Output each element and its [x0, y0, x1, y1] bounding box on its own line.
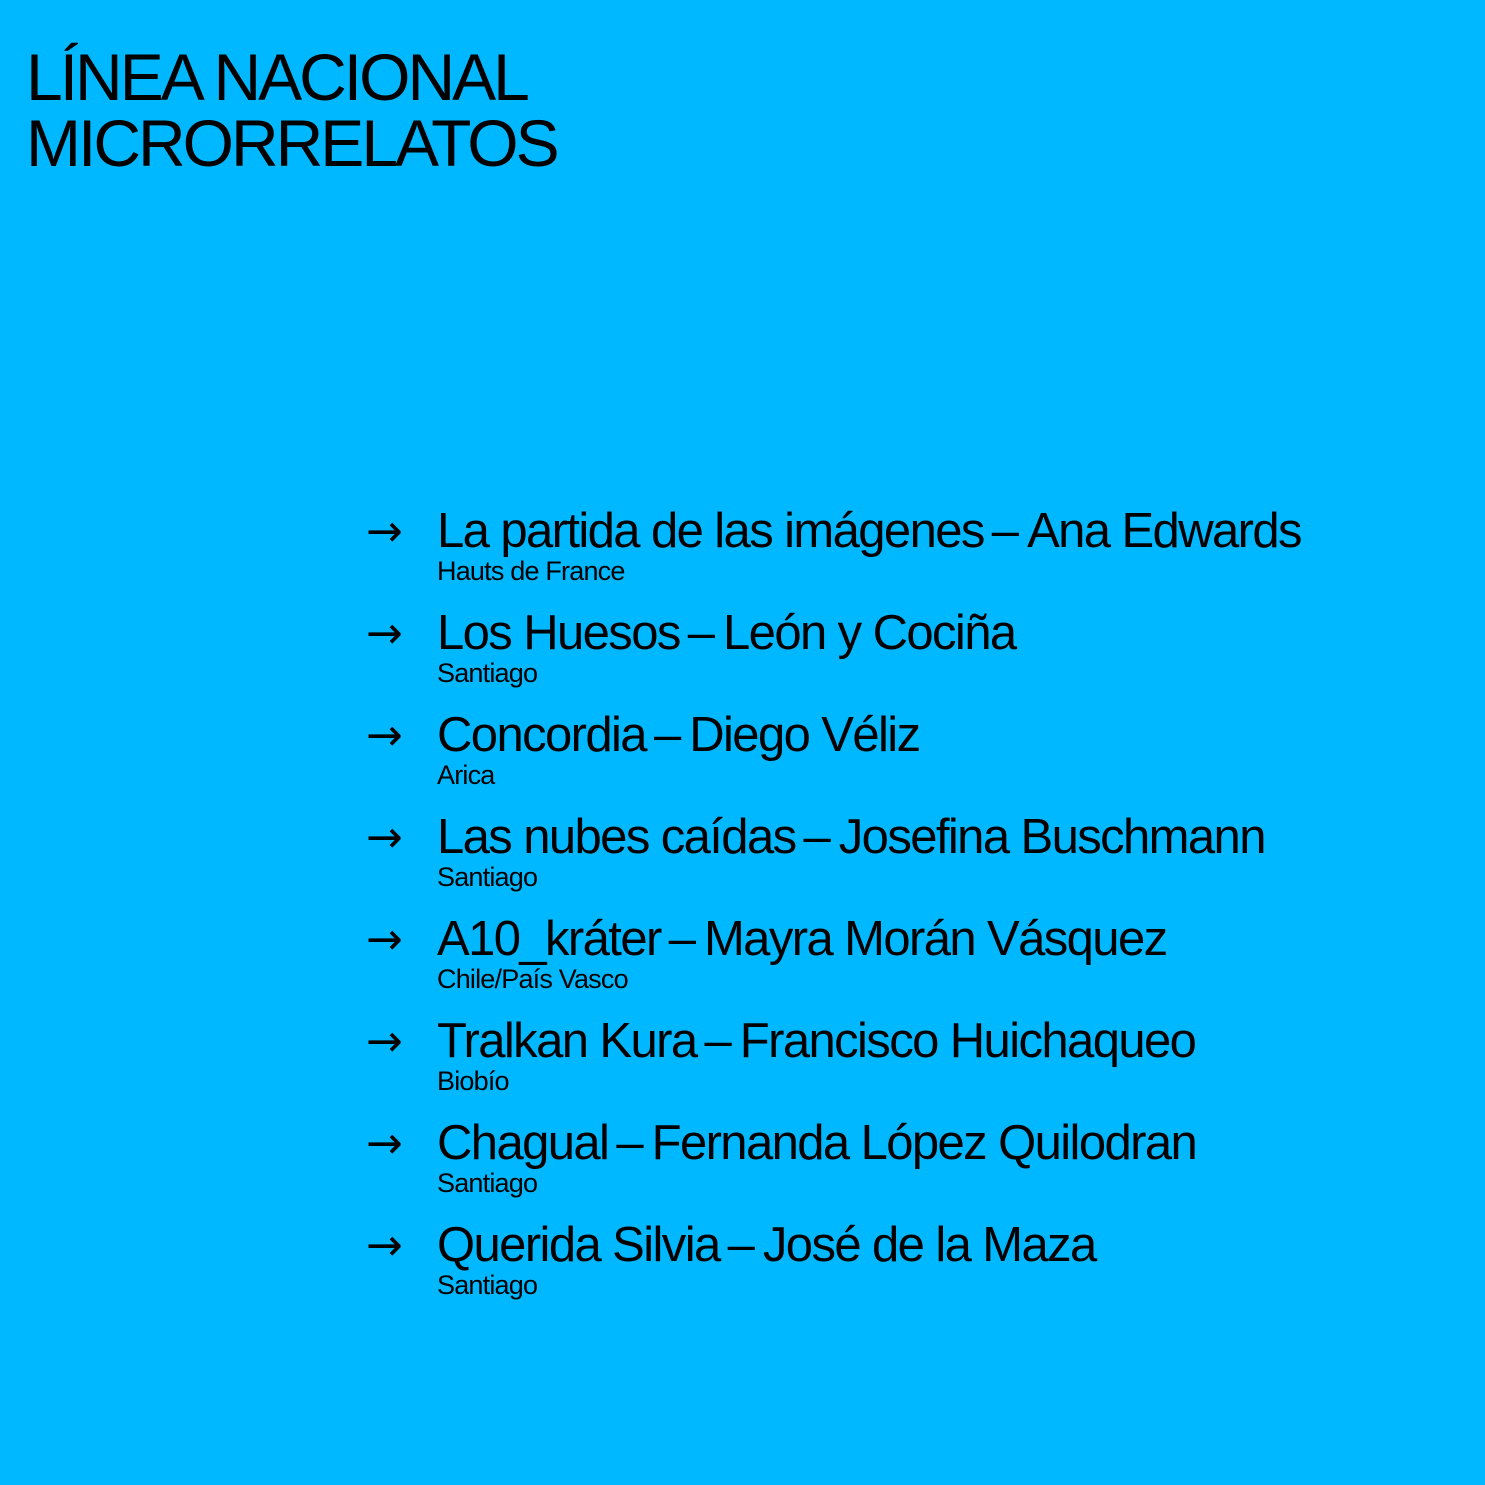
arrow-right-icon: →	[366, 1220, 403, 1271]
entry-separator: –	[803, 810, 831, 864]
entry-author: Mayra Morán Vásquez	[703, 912, 1167, 966]
entry-place: Santiago	[437, 1168, 538, 1198]
entry-author: Josefina Buschmann	[838, 810, 1265, 864]
entry-work: Concordia	[437, 708, 646, 762]
arrow-right-icon: →	[366, 1016, 403, 1067]
arrow-right-icon: →	[366, 608, 403, 659]
list-item	[366, 911, 1301, 1013]
entry-separator: –	[687, 606, 716, 660]
entry-work: Las nubes caídas	[437, 810, 796, 864]
entry-separator: –	[991, 504, 1020, 558]
entry-author: Ana Edwards	[1027, 504, 1301, 558]
list-item	[366, 1115, 1301, 1217]
entry-work: La partida de las imágenes	[437, 504, 984, 558]
entry-work: Los Huesos	[437, 606, 680, 660]
entry-place: Santiago	[437, 1270, 538, 1300]
entry-headline	[437, 503, 1301, 559]
entry-author: León y Cociña	[723, 606, 1016, 660]
entry-work: Tralkan Kura	[437, 1014, 697, 1068]
list-item	[366, 809, 1301, 911]
entry-place: Hauts de France	[437, 556, 625, 586]
entry-headline	[437, 1217, 1301, 1273]
entry-headline	[437, 605, 1301, 661]
list-item	[366, 1013, 1301, 1115]
entry-separator: –	[616, 1116, 644, 1170]
page-title	[26, 40, 557, 180]
list-item	[366, 605, 1301, 707]
entry-separator: –	[704, 1014, 732, 1068]
entry-place: Biobío	[437, 1066, 509, 1096]
entry-author: Francisco Huichaqueo	[739, 1014, 1196, 1068]
entry-place: Santiago	[437, 658, 538, 688]
entry-place: Arica	[437, 760, 495, 790]
entry-author: José de la Maza	[762, 1218, 1096, 1272]
arrow-right-icon: →	[366, 914, 403, 965]
entry-separator: –	[653, 708, 682, 762]
entry-headline	[437, 707, 1301, 763]
arrow-right-icon: →	[366, 710, 403, 761]
entry-place: Santiago	[437, 862, 538, 892]
entry-headline	[437, 809, 1301, 865]
entry-work: Chagual	[437, 1116, 609, 1170]
entry-separator: –	[668, 912, 696, 966]
entry-work: Querida Silvia	[437, 1218, 720, 1272]
entry-author: Diego Véliz	[689, 708, 920, 762]
title-line-2: MICRORRELATOS	[26, 106, 557, 180]
entry-headline	[437, 911, 1301, 967]
list-item	[366, 1217, 1301, 1319]
arrow-right-icon: →	[366, 1118, 403, 1169]
entry-work: A10_kráter	[437, 912, 661, 966]
entry-separator: –	[727, 1218, 755, 1272]
arrow-right-icon: →	[366, 506, 403, 557]
list-item	[366, 503, 1301, 605]
entry-headline	[437, 1115, 1301, 1171]
arrow-right-icon: →	[366, 812, 403, 863]
list-item	[366, 707, 1301, 809]
entry-headline	[437, 1013, 1301, 1069]
entries-list	[366, 503, 1301, 1319]
entry-author: Fernanda López Quilodran	[651, 1116, 1197, 1170]
entry-place: Chile/País Vasco	[437, 964, 628, 994]
title-line-1: LÍNEA NACIONAL	[26, 40, 527, 114]
